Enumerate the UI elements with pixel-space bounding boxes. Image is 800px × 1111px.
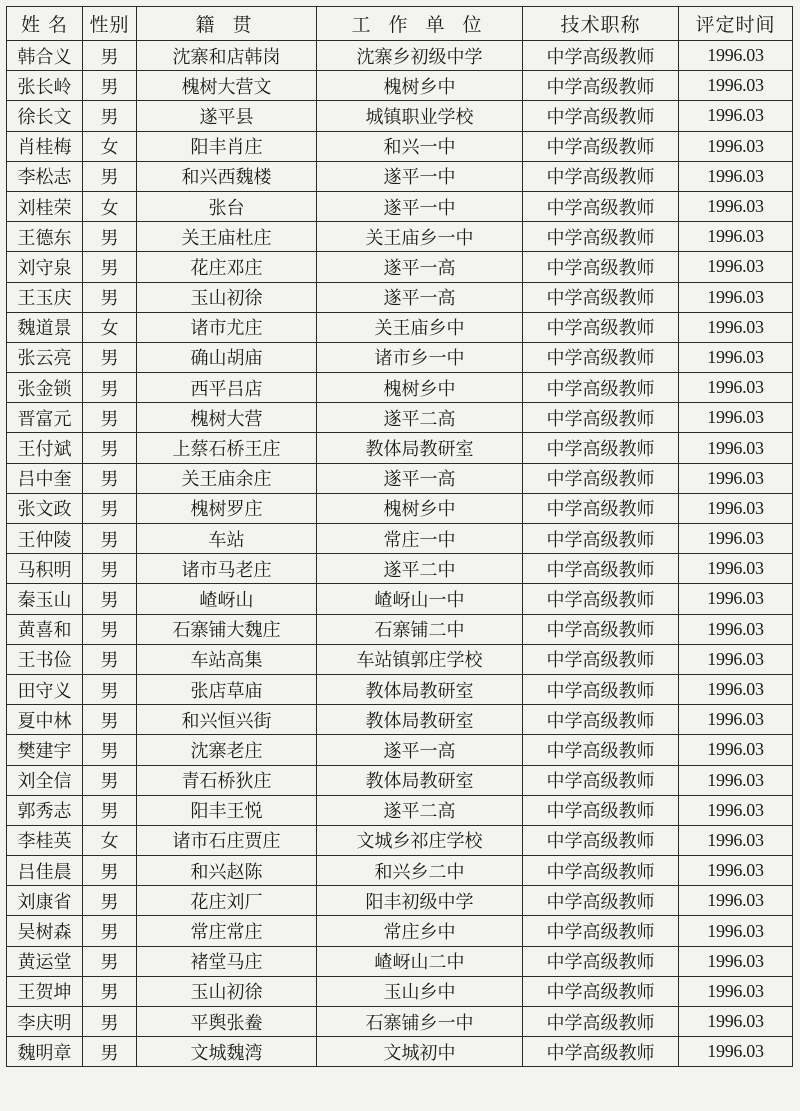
table-row [7,41,793,71]
cell-native-place: 沈寨老庄 [137,735,317,765]
cell-gender: 女 [83,191,137,221]
cell-native-place: 嵖岈山 [137,584,317,614]
header-work-unit: 工 作 单 位 [317,7,523,41]
cell-gender: 男 [83,463,137,493]
cell-title: 中学高级教师 [523,1037,679,1067]
cell-gender: 男 [83,735,137,765]
cell-native-place: 阳丰王悦 [137,795,317,825]
cell-gender: 男 [83,1007,137,1037]
cell-title: 中学高级教师 [523,433,679,463]
cell-title: 中学高级教师 [523,191,679,221]
cell-date: 1996.03 [679,403,793,433]
cell-title: 中学高级教师 [523,674,679,704]
cell-native-place: 阳丰肖庄 [137,131,317,161]
cell-work-unit: 教体局教研室 [317,705,523,735]
cell-gender: 男 [83,644,137,674]
cell-native-place: 张台 [137,191,317,221]
cell-work-unit: 遂平一高 [317,463,523,493]
table-row [7,101,793,131]
cell-native-place: 关王庙余庄 [137,463,317,493]
cell-name: 吴树森 [7,916,83,946]
cell-title: 中学高级教师 [523,644,679,674]
cell-title: 中学高级教师 [523,825,679,855]
cell-name: 李桂英 [7,825,83,855]
cell-date: 1996.03 [679,674,793,704]
cell-native-place: 和兴恒兴街 [137,705,317,735]
cell-work-unit: 槐树乡中 [317,71,523,101]
cell-native-place: 关王庙杜庄 [137,222,317,252]
table-row [7,825,793,855]
cell-title: 中学高级教师 [523,161,679,191]
cell-gender: 男 [83,252,137,282]
cell-title: 中学高级教师 [523,916,679,946]
cell-native-place: 青石桥狄庄 [137,765,317,795]
header-title: 技术职称 [523,7,679,41]
cell-date: 1996.03 [679,976,793,1006]
cell-name: 王玉庆 [7,282,83,312]
cell-title: 中学高级教师 [523,765,679,795]
cell-date: 1996.03 [679,131,793,161]
cell-native-place: 和兴赵陈 [137,856,317,886]
cell-date: 1996.03 [679,282,793,312]
cell-date: 1996.03 [679,916,793,946]
cell-date: 1996.03 [679,705,793,735]
header-name: 姓 名 [7,7,83,41]
table-row [7,524,793,554]
cell-name: 田守义 [7,674,83,704]
cell-date: 1996.03 [679,191,793,221]
table-row [7,765,793,795]
cell-work-unit: 遂平二高 [317,403,523,433]
cell-name: 肖桂梅 [7,131,83,161]
cell-name: 王付斌 [7,433,83,463]
cell-gender: 男 [83,916,137,946]
cell-work-unit: 嵖岈山一中 [317,584,523,614]
cell-native-place: 玉山初徐 [137,282,317,312]
cell-work-unit: 关王庙乡一中 [317,222,523,252]
cell-name: 魏道景 [7,312,83,342]
cell-native-place: 诸市马老庄 [137,554,317,584]
cell-work-unit: 玉山乡中 [317,976,523,1006]
cell-work-unit: 遂平二中 [317,554,523,584]
cell-native-place: 西平吕店 [137,373,317,403]
cell-native-place: 槐树大营 [137,403,317,433]
cell-date: 1996.03 [679,493,793,523]
cell-title: 中学高级教师 [523,554,679,584]
table-row [7,161,793,191]
cell-date: 1996.03 [679,312,793,342]
cell-work-unit: 石寨铺二中 [317,614,523,644]
cell-work-unit: 教体局教研室 [317,433,523,463]
cell-name: 刘全信 [7,765,83,795]
table-row [7,1007,793,1037]
cell-work-unit: 遂平一中 [317,161,523,191]
cell-work-unit: 遂平一高 [317,252,523,282]
cell-date: 1996.03 [679,222,793,252]
table-row [7,252,793,282]
cell-gender: 男 [83,976,137,1006]
cell-date: 1996.03 [679,795,793,825]
cell-gender: 男 [83,765,137,795]
cell-date: 1996.03 [679,765,793,795]
cell-gender: 男 [83,614,137,644]
table-row [7,644,793,674]
cell-title: 中学高级教师 [523,886,679,916]
table-row [7,584,793,614]
cell-work-unit: 槐树乡中 [317,373,523,403]
table-row [7,886,793,916]
table-row [7,312,793,342]
cell-title: 中学高级教师 [523,252,679,282]
cell-date: 1996.03 [679,856,793,886]
cell-title: 中学高级教师 [523,795,679,825]
cell-name: 晋富元 [7,403,83,433]
cell-name: 王贺坤 [7,976,83,1006]
cell-work-unit: 遂平一高 [317,282,523,312]
cell-title: 中学高级教师 [523,463,679,493]
table-row [7,403,793,433]
cell-gender: 男 [83,101,137,131]
cell-date: 1996.03 [679,1007,793,1037]
cell-date: 1996.03 [679,252,793,282]
header-row [7,7,793,41]
cell-gender: 男 [83,493,137,523]
cell-date: 1996.03 [679,342,793,372]
table-row [7,674,793,704]
cell-work-unit: 和兴乡二中 [317,856,523,886]
cell-work-unit: 教体局教研室 [317,674,523,704]
cell-name: 刘康省 [7,886,83,916]
cell-work-unit: 文城初中 [317,1037,523,1067]
cell-work-unit: 关王庙乡中 [317,312,523,342]
cell-native-place: 上蔡石桥王庄 [137,433,317,463]
cell-title: 中学高级教师 [523,403,679,433]
table-row [7,946,793,976]
cell-name: 王德东 [7,222,83,252]
cell-name: 刘桂荣 [7,191,83,221]
cell-name: 李庆明 [7,1007,83,1037]
cell-title: 中学高级教师 [523,584,679,614]
table-row [7,222,793,252]
table-row [7,976,793,1006]
cell-gender: 男 [83,524,137,554]
cell-gender: 男 [83,222,137,252]
cell-gender: 女 [83,312,137,342]
cell-date: 1996.03 [679,1037,793,1067]
cell-title: 中学高级教师 [523,312,679,342]
cell-date: 1996.03 [679,373,793,403]
cell-name: 魏明章 [7,1037,83,1067]
cell-name: 王仲陵 [7,524,83,554]
cell-native-place: 和兴西魏楼 [137,161,317,191]
cell-name: 吕佳晨 [7,856,83,886]
cell-work-unit: 石寨铺乡一中 [317,1007,523,1037]
cell-native-place: 平舆张鲞 [137,1007,317,1037]
cell-native-place: 张店草庙 [137,674,317,704]
cell-gender: 男 [83,554,137,584]
cell-date: 1996.03 [679,161,793,191]
table-row [7,705,793,735]
cell-native-place: 诸市石庄贾庄 [137,825,317,855]
cell-title: 中学高级教师 [523,71,679,101]
cell-date: 1996.03 [679,524,793,554]
cell-gender: 男 [83,795,137,825]
table-row [7,554,793,584]
cell-work-unit: 遂平一中 [317,191,523,221]
cell-work-unit: 常庄一中 [317,524,523,554]
cell-gender: 男 [83,946,137,976]
cell-title: 中学高级教师 [523,946,679,976]
table-row [7,916,793,946]
cell-gender: 男 [83,705,137,735]
cell-title: 中学高级教师 [523,282,679,312]
cell-gender: 男 [83,342,137,372]
cell-date: 1996.03 [679,644,793,674]
cell-work-unit: 槐树乡中 [317,493,523,523]
cell-name: 夏中林 [7,705,83,735]
cell-name: 郭秀志 [7,795,83,825]
cell-work-unit: 城镇职业学校 [317,101,523,131]
cell-date: 1996.03 [679,463,793,493]
table-row [7,614,793,644]
table-row [7,856,793,886]
cell-native-place: 玉山初徐 [137,976,317,1006]
cell-date: 1996.03 [679,433,793,463]
cell-name: 张金锁 [7,373,83,403]
cell-gender: 男 [83,71,137,101]
cell-native-place: 文城魏湾 [137,1037,317,1067]
cell-gender: 男 [83,161,137,191]
cell-date: 1996.03 [679,71,793,101]
cell-name: 李松志 [7,161,83,191]
cell-gender: 男 [83,856,137,886]
cell-name: 韩合义 [7,41,83,71]
cell-work-unit: 和兴一中 [317,131,523,161]
cell-work-unit: 阳丰初级中学 [317,886,523,916]
cell-title: 中学高级教师 [523,1007,679,1037]
cell-gender: 女 [83,131,137,161]
cell-title: 中学高级教师 [523,342,679,372]
cell-title: 中学高级教师 [523,222,679,252]
header-native-place: 籍 贯 [137,7,317,41]
cell-title: 中学高级教师 [523,493,679,523]
cell-name: 王书俭 [7,644,83,674]
cell-native-place: 槐树罗庄 [137,493,317,523]
cell-gender: 男 [83,1037,137,1067]
table-row [7,71,793,101]
cell-date: 1996.03 [679,584,793,614]
cell-name: 秦玉山 [7,584,83,614]
cell-title: 中学高级教师 [523,856,679,886]
cell-native-place: 褚堂马庄 [137,946,317,976]
table-row [7,342,793,372]
cell-work-unit: 文城乡祁庄学校 [317,825,523,855]
table-row [7,795,793,825]
header-date: 评定时间 [679,7,793,41]
cell-gender: 男 [83,433,137,463]
cell-title: 中学高级教师 [523,131,679,161]
cell-native-place: 诸市尤庄 [137,312,317,342]
cell-name: 张云亮 [7,342,83,372]
cell-native-place: 花庄邓庄 [137,252,317,282]
cell-date: 1996.03 [679,41,793,71]
cell-gender: 男 [83,403,137,433]
cell-work-unit: 常庄乡中 [317,916,523,946]
cell-work-unit: 教体局教研室 [317,765,523,795]
cell-name: 樊建宇 [7,735,83,765]
table-row [7,433,793,463]
cell-name: 吕中奎 [7,463,83,493]
cell-date: 1996.03 [679,554,793,584]
table-row [7,373,793,403]
cell-gender: 男 [83,674,137,704]
cell-date: 1996.03 [679,735,793,765]
cell-name: 徐长文 [7,101,83,131]
table-row [7,463,793,493]
cell-work-unit: 嵖岈山二中 [317,946,523,976]
table-row [7,493,793,523]
cell-gender: 男 [83,373,137,403]
cell-native-place: 常庄常庄 [137,916,317,946]
cell-date: 1996.03 [679,614,793,644]
cell-date: 1996.03 [679,886,793,916]
cell-name: 张长岭 [7,71,83,101]
cell-work-unit: 车站镇郭庄学校 [317,644,523,674]
table-body [7,41,793,1067]
cell-work-unit: 遂平一高 [317,735,523,765]
cell-title: 中学高级教师 [523,735,679,765]
teacher-roster-table [6,6,793,1067]
cell-date: 1996.03 [679,946,793,976]
cell-gender: 男 [83,41,137,71]
cell-native-place: 槐树大营文 [137,71,317,101]
cell-title: 中学高级教师 [523,41,679,71]
cell-title: 中学高级教师 [523,614,679,644]
cell-native-place: 花庄刘厂 [137,886,317,916]
cell-date: 1996.03 [679,101,793,131]
table-row [7,191,793,221]
table-header [7,7,793,41]
cell-gender: 女 [83,825,137,855]
table-row [7,735,793,765]
cell-native-place: 车站 [137,524,317,554]
cell-native-place: 石寨铺大魏庄 [137,614,317,644]
cell-name: 马积明 [7,554,83,584]
cell-gender: 男 [83,282,137,312]
cell-title: 中学高级教师 [523,524,679,554]
table-row [7,282,793,312]
cell-name: 张文政 [7,493,83,523]
cell-title: 中学高级教师 [523,101,679,131]
cell-native-place: 车站高集 [137,644,317,674]
cell-name: 黄运堂 [7,946,83,976]
cell-work-unit: 诸市乡一中 [317,342,523,372]
cell-native-place: 遂平县 [137,101,317,131]
cell-native-place: 沈寨和店韩岗 [137,41,317,71]
cell-title: 中学高级教师 [523,976,679,1006]
table-row [7,131,793,161]
cell-title: 中学高级教师 [523,373,679,403]
cell-name: 黄喜和 [7,614,83,644]
cell-name: 刘守泉 [7,252,83,282]
cell-title: 中学高级教师 [523,705,679,735]
header-gender: 性别 [83,7,137,41]
cell-gender: 男 [83,886,137,916]
table-row [7,1037,793,1067]
cell-gender: 男 [83,584,137,614]
cell-date: 1996.03 [679,825,793,855]
cell-native-place: 确山胡庙 [137,342,317,372]
cell-work-unit: 遂平二高 [317,795,523,825]
cell-work-unit: 沈寨乡初级中学 [317,41,523,71]
